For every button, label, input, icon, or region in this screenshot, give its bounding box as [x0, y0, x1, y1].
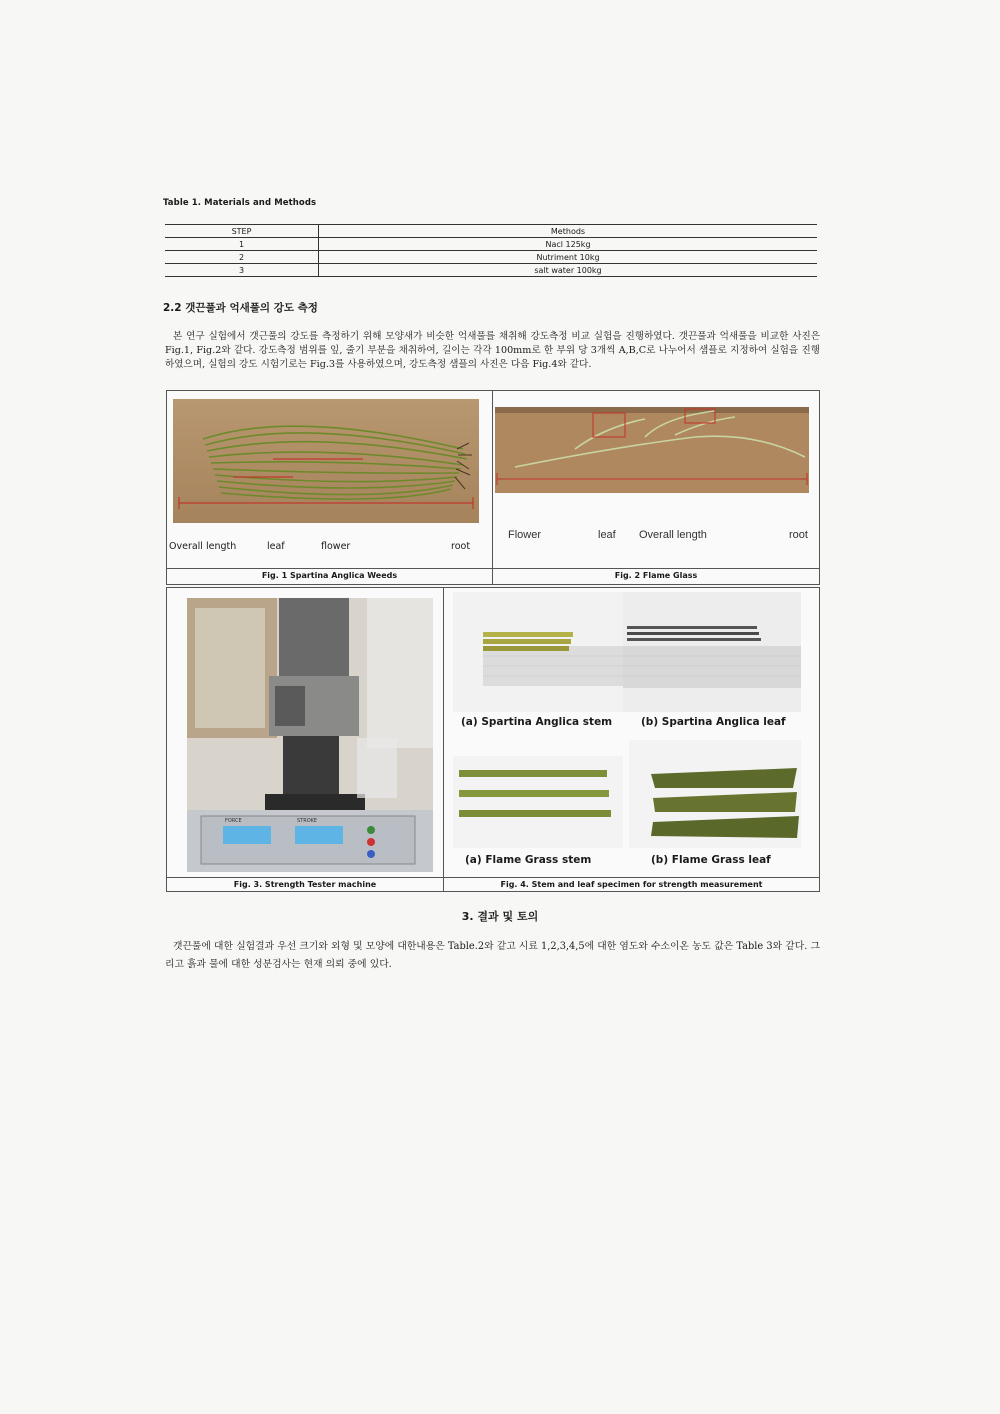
figure-divider	[492, 391, 493, 584]
strength-tester-image	[187, 598, 433, 872]
flame-grass-stem-image	[453, 756, 623, 848]
table-cell-method: Nutriment 10kg	[319, 251, 818, 264]
results-body-text: 갯끈풀에 대한 실험결과 우선 크기와 외형 및 모양에 대한내용은 Table.2와 같고 시료 1,2,3,4,5에 대한 염도와 수소이온 농도 값은 Table 3와 같다. 그리고 흙과 물에 대한 성분검사는 현재 의뢰 중에 있다.	[165, 941, 820, 970]
table-cell-method: Nacl 125kg	[319, 238, 818, 251]
flame-grass-leaf-image	[629, 740, 801, 848]
fig4b-photo	[623, 592, 801, 712]
table-header-methods: Methods	[319, 225, 818, 238]
section-body-text: 본 연구 실험에서 갯근풀의 강도를 측정하기 위해 모양새가 비슷한 억새풀를 채취해 강도측정 비교 실험을 진행하였다. 갯끈풀과 억새풀을 비교한 사진은 Fig.1, Fig.2와 같다. 강도측정 범위를 잎, 줄기 부분을 채취하여, 길이는 각각 100mm로 한 부위 당 3개씩 A,B,C로 나누어서 샘플로 지정하여 실험을 진행하였으며, 실험의 강도 시험기로는 Fig.3를 사용하였으며, 강도측정 샘플의 사진은 다음 Fig.4와 같다.	[165, 331, 820, 371]
results-heading: 3. 결과 및 토의	[461, 910, 539, 923]
fig1-caption: Fig. 1 Spartina Anglica Weeds	[261, 571, 398, 580]
flame-grass-image	[495, 407, 809, 493]
table-cell-method: salt water 100kg	[319, 264, 818, 277]
spartina-stem-image	[453, 592, 623, 712]
spartina-leaf-image	[623, 592, 801, 712]
fig4d-label: (b) Flame Grass leaf	[651, 854, 771, 866]
fig1-label-root: root	[451, 541, 471, 552]
table-header-step: STEP	[165, 225, 319, 238]
fig1-photo	[173, 399, 479, 523]
figure-row-1	[166, 390, 820, 585]
table-header-row	[165, 225, 817, 238]
fig2-label-flower: Flower	[508, 529, 542, 541]
fig3-stroke-label: STROKE	[297, 818, 318, 824]
fig3-caption: Fig. 3. Strength Tester machine	[233, 880, 377, 889]
table-cell-step: 3	[165, 264, 319, 277]
fig3-force-label: FORCE	[225, 818, 242, 824]
spartina-weeds-image	[173, 399, 479, 523]
fig2-label-root: root	[789, 529, 808, 541]
materials-methods-table	[165, 224, 817, 277]
fig4d-photo	[629, 740, 801, 848]
fig4b-label: (b) Spartina Anglica leaf	[641, 716, 786, 728]
fig4c-label: (a) Flame Grass stem	[465, 854, 592, 866]
fig1-label-flower: flower	[321, 541, 351, 552]
table-row	[165, 251, 817, 264]
fig4c-photo	[453, 756, 623, 848]
caption-divider	[167, 877, 819, 878]
fig2-caption: Fig. 2 Flame Glass	[614, 571, 698, 580]
table-caption: Table 1. Materials and Methods	[163, 198, 317, 208]
table-row	[165, 238, 817, 251]
figure-divider	[443, 588, 444, 891]
table-cell-step: 1	[165, 238, 319, 251]
fig2-label-overall-length: Overall length	[639, 529, 707, 541]
section-heading: 2.2 갯끈풀과 억새풀의 강도 측정	[163, 302, 318, 314]
fig3-photo	[187, 598, 433, 872]
fig2-photo	[495, 407, 809, 493]
fig1-label-leaf: leaf	[267, 541, 285, 552]
caption-divider	[167, 568, 819, 569]
fig4-caption: Fig. 4. Stem and leaf specimen for strength measurement	[500, 880, 763, 889]
fig1-label-overall-length: Overall length	[169, 541, 237, 552]
fig2-label-leaf: leaf	[598, 529, 616, 541]
table-cell-step: 2	[165, 251, 319, 264]
fig4a-photo	[453, 592, 623, 712]
fig4a-label: (a) Spartina Anglica stem	[461, 716, 613, 728]
figure-row-2	[166, 587, 820, 892]
table-row	[165, 264, 817, 277]
